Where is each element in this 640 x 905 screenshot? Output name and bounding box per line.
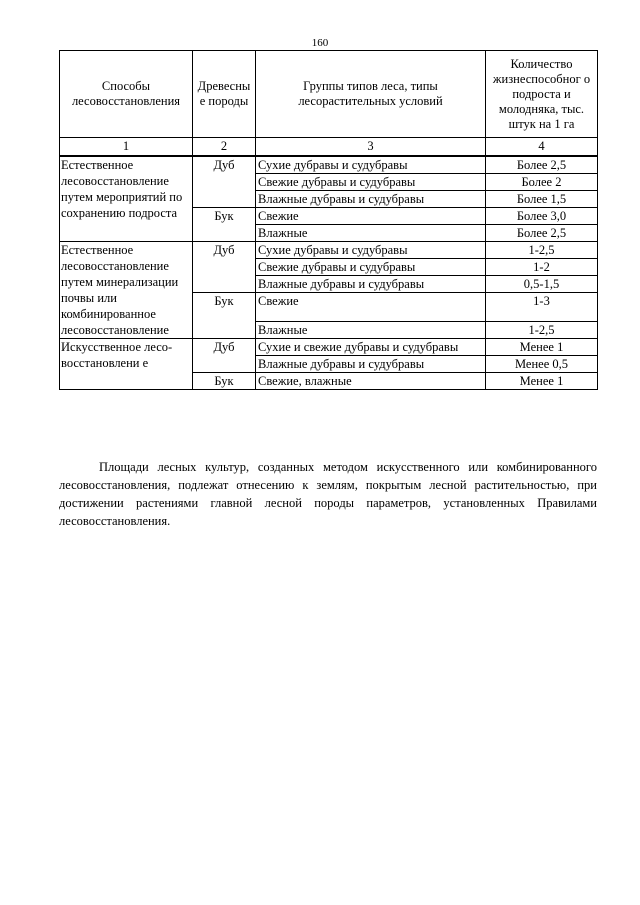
forest-type-cell: Сухие дубравы и судубравы xyxy=(256,242,486,259)
forest-type-cell: Свежие xyxy=(256,208,486,225)
amount-cell: 1-2,5 xyxy=(486,322,598,339)
column-number: 1 xyxy=(60,138,193,157)
forest-type-cell: Свежие, влажные xyxy=(256,373,486,390)
reforestation-table xyxy=(59,50,598,390)
species-cell: Дуб xyxy=(193,339,256,373)
forest-type-cell: Сухие дубравы и судубравы xyxy=(256,156,486,174)
amount-cell: 1-3 xyxy=(486,293,598,322)
amount-cell: 1-2,5 xyxy=(486,242,598,259)
species-cell: Бук xyxy=(193,373,256,390)
header-forest-types: Группы типов леса, типы лесорастительных условий xyxy=(256,51,486,138)
column-number: 4 xyxy=(486,138,598,157)
species-cell: Бук xyxy=(193,208,256,242)
forest-type-cell: Влажные дубравы и судубравы xyxy=(256,276,486,293)
forest-type-cell: Свежие xyxy=(256,293,486,322)
header-row xyxy=(60,51,598,138)
header-species: Древесны е породы xyxy=(193,51,256,138)
forest-type-cell: Влажные xyxy=(256,322,486,339)
amount-cell: Более 2,5 xyxy=(486,225,598,242)
forest-type-cell: Свежие дубравы и судубравы xyxy=(256,174,486,191)
header-amount: Количество жизнеспособног о подроста и молодняка, тыс. штук на 1 га xyxy=(486,51,598,138)
amount-cell: Менее 1 xyxy=(486,339,598,356)
forest-type-cell: Влажные дубравы и судубравы xyxy=(256,356,486,373)
forest-type-cell: Влажные xyxy=(256,225,486,242)
method-cell: Искусственное лесо-восстановлени е xyxy=(60,339,193,390)
column-number: 3 xyxy=(256,138,486,157)
column-number: 2 xyxy=(193,138,256,157)
amount-cell: Более 2,5 xyxy=(486,156,598,174)
species-cell: Дуб xyxy=(193,156,256,208)
amount-cell: Более 1,5 xyxy=(486,191,598,208)
table-row xyxy=(60,156,598,174)
amount-cell: Менее 0,5 xyxy=(486,356,598,373)
page-number: 160 xyxy=(311,37,329,49)
table-row xyxy=(60,242,598,259)
forest-type-cell: Сухие и свежие дубравы и судубравы xyxy=(256,339,486,356)
body-paragraph: Площади лесных культур, созданных методом искусственного или комбинированного лесовосстановления, подлежат отнесению к землям, покрытым лесной растительностью, при достижении растениями главной лесной породы параметров, установленных Правилами лесовосстановления. xyxy=(59,460,597,528)
species-cell: Бук xyxy=(193,293,256,339)
amount-cell: 1-2 xyxy=(486,259,598,276)
amount-cell: 0,5-1,5 xyxy=(486,276,598,293)
amount-cell: Менее 1 xyxy=(486,373,598,390)
forest-type-cell: Свежие дубравы и судубравы xyxy=(256,259,486,276)
column-number-row xyxy=(60,138,598,157)
amount-cell: Более 2 xyxy=(486,174,598,191)
method-cell: Естественное лесовосстановление путем мероприятий по сохранению подроста xyxy=(60,156,193,242)
species-cell: Дуб xyxy=(193,242,256,293)
header-method: Способы лесовосстановления xyxy=(60,51,193,138)
amount-cell: Более 3,0 xyxy=(486,208,598,225)
table-row xyxy=(60,339,598,356)
method-cell: Естественное лесовосстановление путем минерализации почвы или комбинированное лесовосстановление xyxy=(60,242,193,339)
forest-type-cell: Влажные дубравы и судубравы xyxy=(256,191,486,208)
